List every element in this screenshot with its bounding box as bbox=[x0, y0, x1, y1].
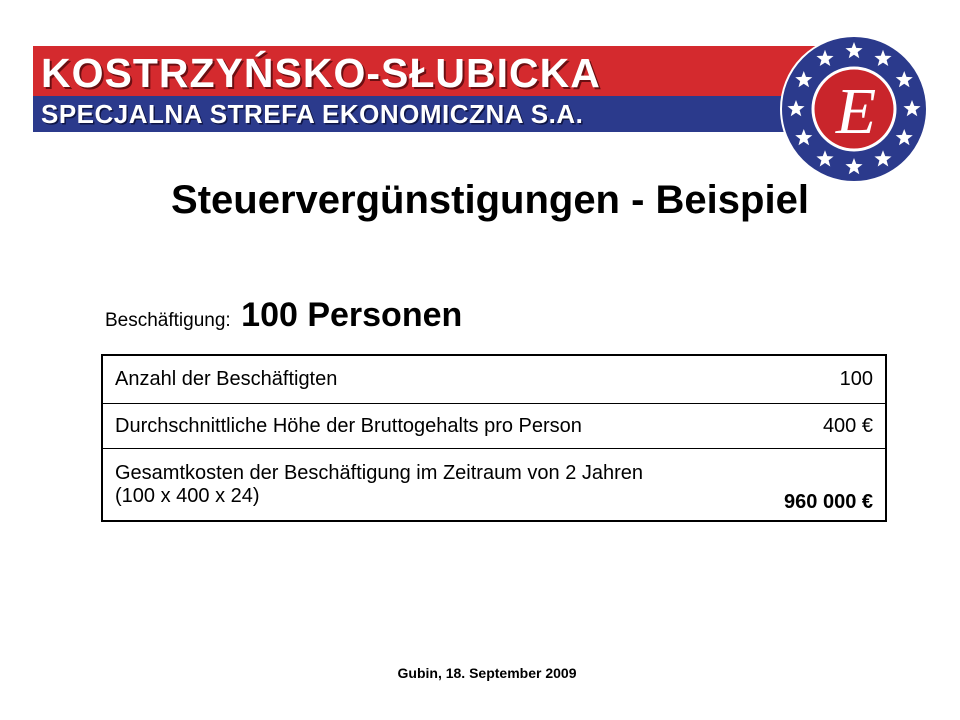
banner-red-bar bbox=[33, 46, 818, 96]
table-row bbox=[102, 449, 886, 522]
footer-date: Gubin, 18. September 2009 bbox=[397, 665, 577, 681]
page-title: Steuervergünstigungen - Beispiel bbox=[171, 178, 809, 222]
row-label-line2: (100 x 400 x 24) bbox=[115, 484, 260, 507]
table-row bbox=[102, 404, 886, 449]
company-logo bbox=[778, 33, 930, 185]
summary-value: 100 Personen bbox=[241, 296, 463, 334]
row-value-total: 960 000 € bbox=[752, 449, 886, 522]
row-value: 100 bbox=[839, 368, 873, 390]
header-banner bbox=[33, 46, 818, 132]
row-value: 400 € bbox=[752, 404, 886, 449]
brand-subtitle: SPECJALNA STREFA EKONOMICZNA S.A. bbox=[41, 99, 584, 129]
row-label-line1: Gesamtkosten der Beschäftigung im Zeitraum von 2 Jahren bbox=[115, 461, 644, 484]
row-label: Anzahl der Beschäftigten bbox=[115, 368, 338, 390]
brand-name: KOSTRZYŃSKO-SŁUBICKA bbox=[41, 50, 601, 96]
cost-table bbox=[101, 354, 887, 522]
row-label bbox=[102, 449, 752, 522]
table-row bbox=[102, 355, 886, 404]
employment-summary bbox=[105, 296, 462, 335]
row-label: Durchschnittliche Höhe der Bruttogehalts pro Person bbox=[102, 404, 752, 449]
logo-letter: E bbox=[835, 75, 877, 148]
summary-label: Beschäftigung: bbox=[105, 310, 231, 331]
banner-blue-bar bbox=[33, 96, 818, 132]
